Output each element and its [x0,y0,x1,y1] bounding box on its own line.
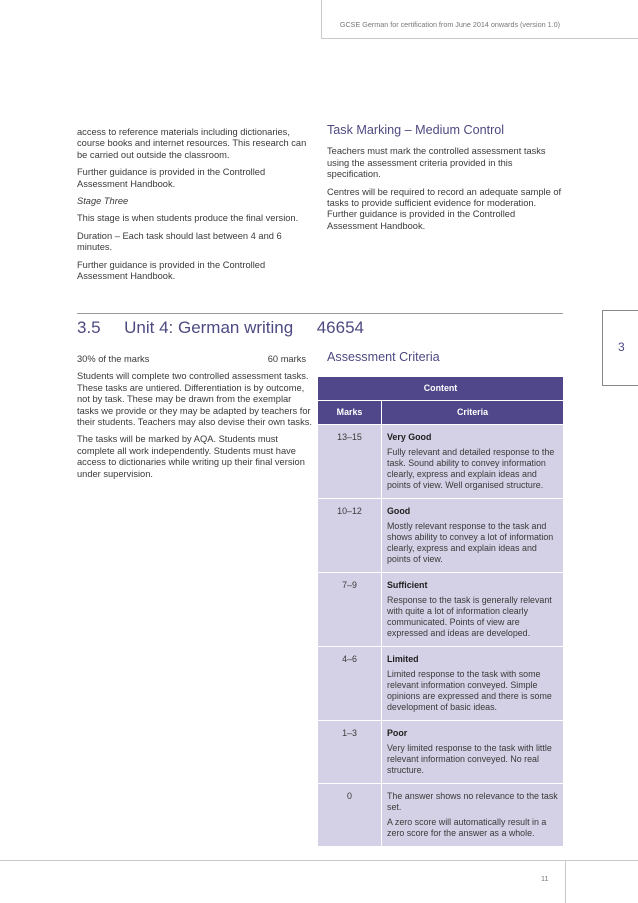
marks-cell: 10–12 [318,498,382,572]
level-name: Limited [387,653,419,664]
weighting: 30% of the marks [77,354,150,364]
assessment-criteria-heading: Assessment Criteria [327,350,440,364]
level-description: Limited response to the task with some relevant information conveyed. Simple opinions are expressed and there is some development of basic ideas. [387,669,552,712]
left-column-bottom [77,354,315,486]
assessment-criteria-table [317,376,564,847]
level-description: Fully relevant and detailed response to the task. Sound ability to convey information clearly, express and explain ideas and points of view. Well organised structure. [387,447,555,490]
paragraph: Centres will be required to record an adequate sample of tasks to provide sufficient evidence for moderation. Further guidance is provided in the Controlled Assessment Handbook. [327,186,562,231]
table-title: Content [318,377,564,401]
criteria-cell [382,424,564,498]
left-column-top [77,127,315,288]
right-column-top [327,125,563,238]
table-row [318,646,564,720]
marks-cell: 7–9 [318,572,382,646]
column-header-criteria: Criteria [382,400,564,424]
level-name: Very Good [387,431,432,442]
criteria-cell [382,720,564,783]
header-line [321,38,638,39]
level-name: Good [387,505,411,516]
page-number: 11 [541,874,549,883]
table-row [318,720,564,783]
marks-cell: 1–3 [318,720,382,783]
criteria-cell [382,572,564,646]
section-divider [77,313,563,314]
level-description: Very limited response to the task with little relevant information conveyed. No real structure. [387,743,552,775]
level-name: Poor [387,727,408,738]
paragraph: access to reference materials including dictionaries, course books and internet resources. This research can be carried out outside the classroom. [77,127,307,160]
paragraph: Further guidance is provided in the Controlled Assessment Handbook. [77,259,266,282]
section-title [77,318,364,338]
column-header-marks: Marks [318,400,382,424]
paragraph: Students will complete two controlled assessment tasks. These tasks are untiered. Differentiation is by outcome, not by task. These may be drawn from the exemplar tasks we provide or they may be adapted by teachers for their students. Teachers may also devise their own tasks. [77,371,312,428]
level-name: Sufficient [387,579,428,590]
criteria-cell [382,498,564,572]
level-description: The answer shows no relevance to the task set. [387,790,558,812]
task-marking-heading: Task Marking – Medium Control [327,123,505,137]
footer-line [0,860,638,861]
table-row [318,572,564,646]
level-description: Response to the task is generally relevant with quite a lot of information clearly communicated. Points of view are expressed and ideas are developed. [387,595,552,638]
section-name: Unit 4: German writing [124,318,294,337]
marks-cell: 0 [318,783,382,846]
table-row [318,424,564,498]
marks-cell: 13–15 [318,424,382,498]
marks-cell: 4–6 [318,646,382,720]
stage-label: Stage Three [77,196,129,207]
criteria-heading-block [327,352,563,373]
paragraph: Duration – Each task should last between 4 and 6 minutes. [77,230,282,253]
running-header: GCSE German for certification from June 2014 onwards (version 1.0) [339,20,560,29]
level-description: Mostly relevant response to the task and shows ability to convey a lot of information clearly, express and explain ideas and points of view. [387,521,554,564]
footer-rule [565,860,566,903]
criteria-cell [382,646,564,720]
total-marks: 60 marks [267,354,306,364]
header-rule [321,0,322,38]
paragraph: This stage is when students produce the final version. [77,213,299,224]
paragraph: Further guidance is provided in the Controlled Assessment Handbook. [77,167,266,189]
paragraph: Teachers must mark the controlled assessment tasks using the assessment criteria provided in this specification. [327,146,546,180]
criteria-cell [382,783,564,846]
paragraph: The tasks will be marked by AQA. Students must complete all work independently. Students must have access to dictionaries while writing up their final version under supervision. [77,434,305,479]
chapter-tab-label: 3 [618,340,625,354]
marks-weighting [77,354,315,365]
table-row [318,783,564,846]
section-number: 3.5 [77,318,101,337]
table-row [318,498,564,572]
section-code: 46654 [316,318,364,337]
level-description: A zero score will automatically result in a zero score for the answer as a whole. [387,817,547,839]
chapter-tab [602,310,638,386]
